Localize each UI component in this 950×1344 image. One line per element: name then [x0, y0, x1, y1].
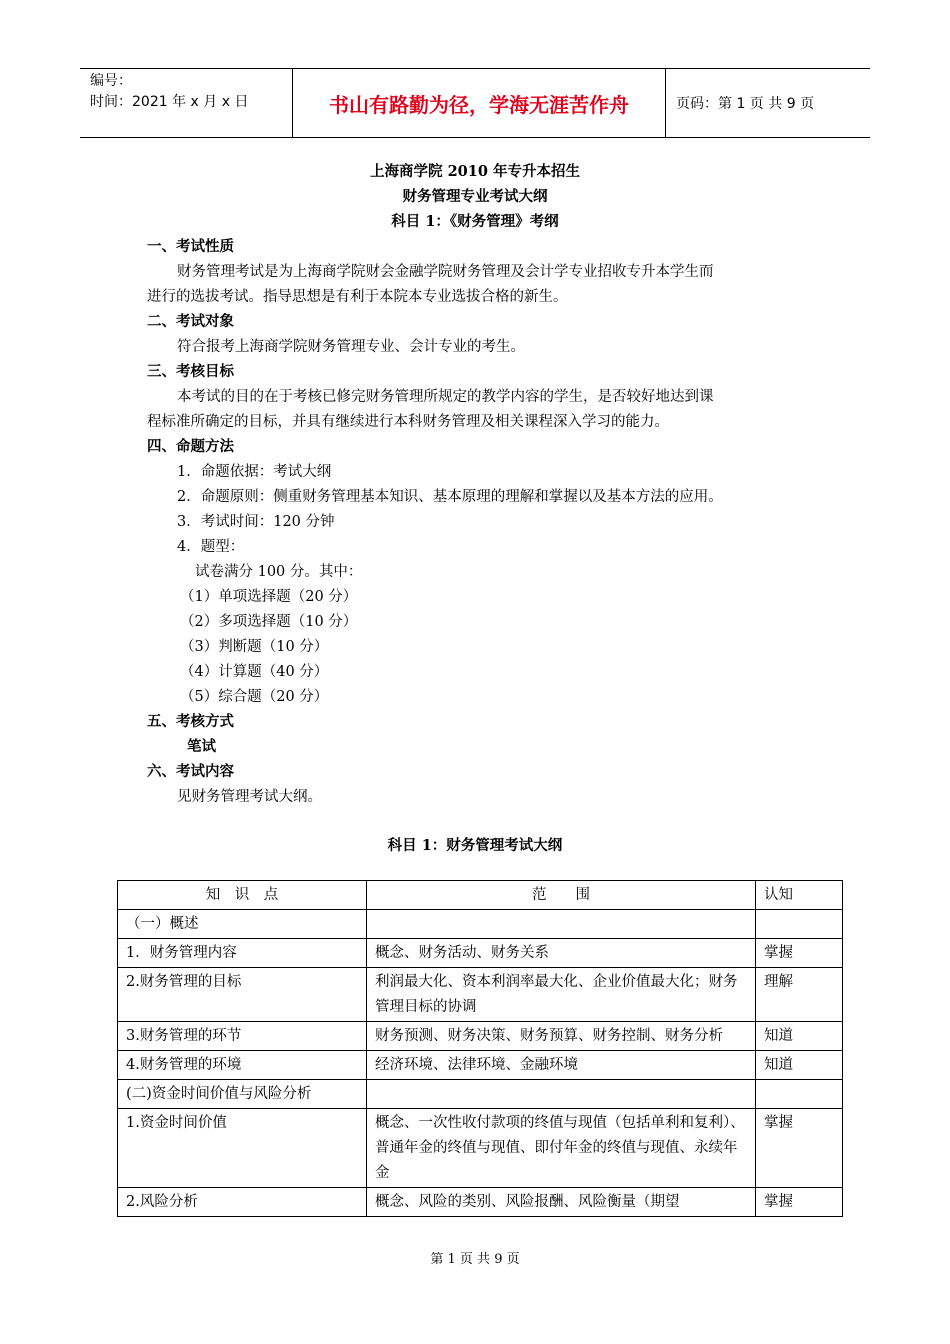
cell-knowledge-point: 1.资金时间价值 — [118, 1109, 367, 1188]
cell-level: 知道 — [756, 1051, 843, 1080]
section-2-heading: 二、考试对象 — [147, 313, 234, 330]
section-1-para-line1: 财务管理考试是为上海商学院财会金融学院财务管理及会计学专业招收专升本学生而 — [177, 264, 714, 280]
cell-knowledge-point: (二)资金时间价值与风险分析 — [118, 1080, 367, 1109]
cell-range: 经济环境、法律环境、金融环境 — [367, 1051, 756, 1080]
section-3-para-line2: 程标准所确定的目标，并具有继续进行本科财务管理及相关课程深入学习的能力。 — [147, 414, 669, 430]
cell-level — [756, 1080, 843, 1109]
code-label: 编号： — [90, 73, 132, 89]
section-4-item-1: 1．命题依据：考试大纲 — [177, 464, 332, 480]
section-1-para-line2: 进行的选拔考试。指导思想是有利于本院本专业选拔合格的新生。 — [147, 289, 568, 305]
page-footer: 第 1 页 共 9 页 — [430, 1252, 520, 1267]
cell-range: 概念、风险的类别、风险报酬、风险衡量（期望 — [367, 1188, 756, 1217]
question-type-4: （4）计算题（40 分） — [180, 664, 329, 680]
cell-level: 掌握 — [756, 1188, 843, 1217]
cell-range: 财务预测、财务决策、财务预算、财务控制、财务分析 — [367, 1022, 756, 1051]
cell-knowledge-point: 4.财务管理的环境 — [118, 1051, 367, 1080]
section-4-item-3: 3．考试时间：120 分钟 — [177, 514, 335, 530]
table-row — [118, 1022, 843, 1051]
cell-range — [367, 910, 756, 939]
section-6-para: 见财务管理考试大纲。 — [177, 789, 322, 805]
col-header-knowledge-point: 知 识 点 — [118, 881, 367, 910]
cell-level — [756, 910, 843, 939]
question-type-1: （1）单项选择题（20 分） — [180, 589, 358, 605]
cell-knowledge-point: 1．财务管理内容 — [118, 939, 367, 968]
cell-level: 掌握 — [756, 939, 843, 968]
table-row — [118, 1109, 843, 1188]
section-6-heading: 六、考试内容 — [147, 763, 234, 780]
question-type-3: （3）判断题（10 分） — [180, 639, 329, 655]
section-3-heading: 三、考核目标 — [147, 363, 234, 380]
section-4-item-2: 2．命题原则：侧重财务管理基本知识、基本原理的理解和掌握以及基本方法的应用。 — [177, 489, 723, 505]
section-4-item-4: 4．题型： — [177, 539, 245, 555]
doc-title-line1: 上海商学院 2010 年专升本招生 — [370, 163, 580, 180]
cell-range: 概念、财务活动、财务关系 — [367, 939, 756, 968]
table-row — [118, 910, 843, 939]
table-row — [118, 1188, 843, 1217]
table-row — [118, 1080, 843, 1109]
question-type-2: （2）多项选择题（10 分） — [180, 614, 358, 630]
question-type-5: （5）综合题（20 分） — [180, 689, 329, 705]
col-header-range: 范 围 — [367, 881, 756, 910]
cell-range: 利润最大化、资本利润率最大化、企业价值最大化；财务管理目标的协调 — [367, 968, 756, 1022]
section-4-heading: 四、命题方法 — [147, 438, 234, 455]
table-row — [118, 939, 843, 968]
cell-level: 知道 — [756, 1022, 843, 1051]
header-motto: 书山有路勤为径，学海无涯苦作舟 — [293, 69, 666, 137]
header-meta — [80, 69, 293, 137]
table-row — [118, 968, 843, 1022]
section-5-heading: 五、考核方式 — [147, 713, 234, 730]
table-header-row — [118, 881, 843, 910]
cell-knowledge-point: 2.风险分析 — [118, 1188, 367, 1217]
section-4-score: 试卷满分 100 分。其中： — [195, 564, 363, 580]
cell-knowledge-point: （一）概述 — [118, 910, 367, 939]
doc-title-line2: 财务管理专业考试大纲 — [402, 188, 548, 205]
cell-range — [367, 1080, 756, 1109]
cell-knowledge-point: 3.财务管理的环节 — [118, 1022, 367, 1051]
section-2-para: 符合报考上海商学院财务管理专业、会计专业的考生。 — [177, 339, 525, 355]
section-1-heading: 一、考试性质 — [147, 238, 234, 255]
section-5-para: 笔试 — [187, 738, 216, 755]
cell-knowledge-point: 2.财务管理的目标 — [118, 968, 367, 1022]
header-page-number: 页码：第 1 页 共 9 页 — [676, 96, 815, 112]
col-header-cognition: 认知 — [756, 881, 843, 910]
syllabus-table — [117, 880, 843, 1217]
section-3-para-line1: 本考试的目的在于考核已修完财务管理所规定的教学内容的学生，是否较好地达到课 — [177, 389, 714, 405]
doc-title-line3: 科目 1：《财务管理》考纲 — [391, 213, 559, 230]
page-header — [80, 68, 870, 138]
cell-level: 理解 — [756, 968, 843, 1022]
cell-range: 概念、一次性收付款项的终值与现值（包括单利和复利）、普通年金的终值与现值、即付年金的终值与现值、永续年金 — [367, 1109, 756, 1188]
table-row — [118, 1051, 843, 1080]
table-title: 科目 1：财务管理考试大纲 — [387, 837, 563, 854]
time-label: 时间：2021 年 x 月 x 日 — [90, 94, 249, 110]
cell-level: 掌握 — [756, 1109, 843, 1188]
